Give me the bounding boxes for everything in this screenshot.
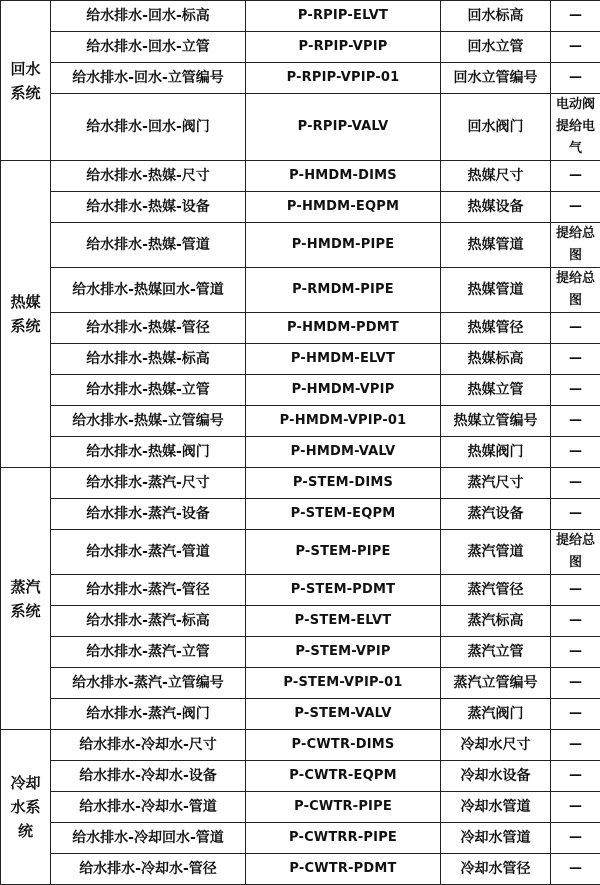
layer-code-cell: P-STEM-VALV [246,699,441,730]
layer-desc-cell: 蒸汽设备 [441,499,551,530]
layer-code-cell: P-CWTR-PIPE [246,792,441,823]
layer-name-cell: 给水排水-热媒-立管 [51,375,246,406]
layer-note-cell: — [551,406,600,437]
layer-code-cell: P-HMDM-DIMS [246,161,441,192]
layer-code-cell: P-HMDM-VALV [246,437,441,468]
layer-desc-cell: 冷却水管道 [441,792,551,823]
layer-desc-cell: 回水标高 [441,1,551,32]
layer-code-cell: P-HMDM-EQPM [246,192,441,223]
layer-name-cell: 给水排水-热媒-管径 [51,313,246,344]
system-group-label: 蒸汽系统 [1,468,51,730]
layer-desc-cell: 热媒设备 [441,192,551,223]
layer-desc-cell: 蒸汽立管编号 [441,668,551,699]
layer-code-cell: P-HMDM-VPIP [246,375,441,406]
table-row [1,375,600,406]
layer-name-cell: 给水排水-热媒回水-管道 [51,268,246,313]
layer-desc-cell: 热媒管径 [441,313,551,344]
layer-name-cell: 给水排水-冷却水-管道 [51,792,246,823]
layer-name-cell: 给水排水-蒸汽-阀门 [51,699,246,730]
layer-code-cell: P-HMDM-PDMT [246,313,441,344]
table-row [1,1,600,32]
layer-desc-cell: 热媒管道 [441,268,551,313]
layer-desc-cell: 冷却水设备 [441,761,551,792]
layer-code-cell: P-STEM-EQPM [246,499,441,530]
table-row [1,823,600,854]
table-row [1,730,600,761]
layer-note-cell: — [551,499,600,530]
table-row [1,499,600,530]
layer-desc-cell: 冷却水尺寸 [441,730,551,761]
layer-note-cell: 提给总图 [551,530,600,575]
table-row [1,192,600,223]
layer-note-cell: — [551,761,600,792]
layer-name-cell: 给水排水-热媒-尺寸 [51,161,246,192]
layer-desc-cell: 回水阀门 [441,94,551,161]
layer-name-cell: 给水排水-热媒-阀门 [51,437,246,468]
layer-name-cell: 给水排水-蒸汽-立管编号 [51,668,246,699]
layer-note-cell: 提给总图 [551,268,600,313]
layer-note-cell: 电动阀提给电气 [551,94,600,161]
system-group-label: 冷却水系统 [1,730,51,885]
layer-name-cell: 给水排水-回水-立管 [51,32,246,63]
table-row [1,468,600,499]
layer-desc-cell: 回水立管编号 [441,63,551,94]
layer-note-cell: — [551,854,600,885]
layer-note-cell: — [551,468,600,499]
layer-code-cell: P-CWTRR-PIPE [246,823,441,854]
layer-name-cell: 给水排水-冷却水-管径 [51,854,246,885]
table-row [1,63,600,94]
layer-desc-cell: 冷却水管径 [441,854,551,885]
layer-name-cell: 给水排水-热媒-设备 [51,192,246,223]
layer-desc-cell: 蒸汽标高 [441,606,551,637]
layer-note-cell: — [551,63,600,94]
layer-name-cell: 给水排水-冷却水-设备 [51,761,246,792]
table-row [1,668,600,699]
layer-desc-cell: 热媒立管编号 [441,406,551,437]
layer-note-cell: — [551,606,600,637]
layer-code-cell: P-STEM-DIMS [246,468,441,499]
table-row [1,223,600,268]
layer-name-cell: 给水排水-蒸汽-管径 [51,575,246,606]
table-row [1,313,600,344]
layer-note-cell: — [551,730,600,761]
table-row [1,437,600,468]
layer-code-cell: P-STEM-VPIP-01 [246,668,441,699]
layer-name-cell: 给水排水-蒸汽-立管 [51,637,246,668]
layer-desc-cell: 热媒阀门 [441,437,551,468]
layer-desc-cell: 热媒立管 [441,375,551,406]
layer-code-cell: P-CWTR-EQPM [246,761,441,792]
layer-name-cell: 给水排水-回水-立管编号 [51,63,246,94]
layer-table-body [1,1,600,885]
layer-code-cell: P-CWTR-DIMS [246,730,441,761]
layer-note-cell: — [551,637,600,668]
layer-code-cell: P-HMDM-VPIP-01 [246,406,441,437]
layer-note-cell: — [551,192,600,223]
table-row [1,637,600,668]
table-row [1,268,600,313]
layer-note-cell: — [551,32,600,63]
layer-code-cell: P-STEM-PIPE [246,530,441,575]
table-row [1,344,600,375]
system-group-label: 热媒系统 [1,161,51,468]
table-row [1,792,600,823]
layer-code-cell: P-RPIP-ELVT [246,1,441,32]
layer-name-cell: 给水排水-回水-阀门 [51,94,246,161]
layer-desc-cell: 蒸汽管道 [441,530,551,575]
layer-name-cell: 给水排水-蒸汽-标高 [51,606,246,637]
layer-code-cell: P-STEM-VPIP [246,637,441,668]
layer-name-cell: 给水排水-热媒-标高 [51,344,246,375]
layer-note-cell: 提给总图 [551,223,600,268]
table-row [1,699,600,730]
layer-desc-cell: 蒸汽尺寸 [441,468,551,499]
system-group-label: 回水系统 [1,1,51,161]
layer-code-cell: P-RPIP-VPIP-01 [246,63,441,94]
layer-name-cell: 给水排水-冷却水-尺寸 [51,730,246,761]
table-row [1,161,600,192]
layer-note-cell: — [551,823,600,854]
layer-note-cell: — [551,792,600,823]
layer-note-cell: — [551,375,600,406]
layer-desc-cell: 蒸汽阀门 [441,699,551,730]
layer-desc-cell: 蒸汽立管 [441,637,551,668]
table-row [1,606,600,637]
layer-note-cell: — [551,575,600,606]
layer-note-cell: — [551,313,600,344]
layer-code-cell: P-STEM-ELVT [246,606,441,637]
layer-desc-cell: 回水立管 [441,32,551,63]
layer-desc-cell: 热媒标高 [441,344,551,375]
layer-desc-cell: 热媒管道 [441,223,551,268]
layer-desc-cell: 热媒尺寸 [441,161,551,192]
layer-code-cell: P-RMDM-PIPE [246,268,441,313]
layer-note-cell: — [551,699,600,730]
layer-desc-cell: 冷却水管道 [441,823,551,854]
layer-code-cell: P-CWTR-PDMT [246,854,441,885]
layer-code-cell: P-RPIP-VALV [246,94,441,161]
layer-note-cell: — [551,668,600,699]
layer-code-cell: P-HMDM-PIPE [246,223,441,268]
layer-note-cell: — [551,344,600,375]
layer-name-cell: 给水排水-蒸汽-设备 [51,499,246,530]
layer-name-cell: 给水排水-热媒-管道 [51,223,246,268]
layer-name-cell: 给水排水-蒸汽-管道 [51,530,246,575]
layer-name-cell: 给水排水-回水-标高 [51,1,246,32]
table-row [1,406,600,437]
table-row [1,94,600,161]
layer-code-cell: P-RPIP-VPIP [246,32,441,63]
layer-name-cell: 给水排水-热媒-立管编号 [51,406,246,437]
layer-note-cell: — [551,161,600,192]
table-row [1,530,600,575]
layer-desc-cell: 蒸汽管径 [441,575,551,606]
layer-name-cell: 给水排水-蒸汽-尺寸 [51,468,246,499]
table-row [1,761,600,792]
layer-note-cell: — [551,1,600,32]
layer-name-cell: 给水排水-冷却回水-管道 [51,823,246,854]
table-row [1,32,600,63]
table-row [1,575,600,606]
layer-note-cell: — [551,437,600,468]
layer-code-cell: P-STEM-PDMT [246,575,441,606]
layer-code-cell: P-HMDM-ELVT [246,344,441,375]
